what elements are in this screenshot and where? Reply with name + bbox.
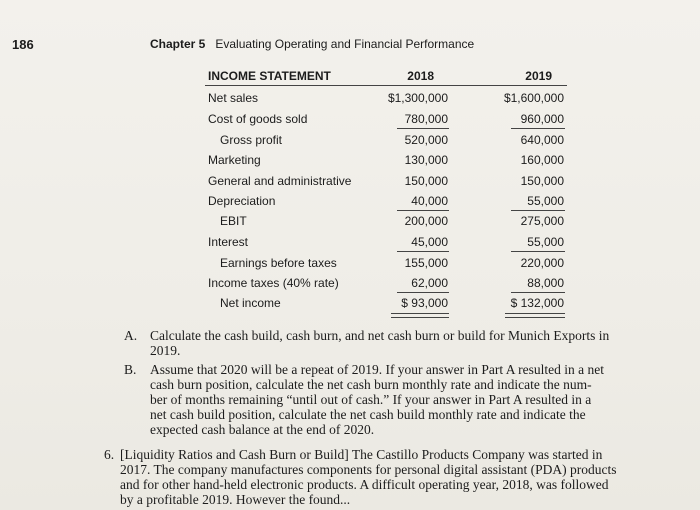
- question-a-label: A.: [124, 328, 138, 343]
- subtotal-rule: [397, 210, 449, 211]
- question-text-line: expected cash balance at the end of 2020.: [150, 422, 375, 437]
- value-2018: 155,000: [404, 256, 448, 270]
- row-label: EBIT: [220, 214, 247, 228]
- subtotal-rule: [511, 251, 565, 252]
- table-row: [0, 235, 700, 253]
- value-2019: 88,000: [527, 276, 564, 290]
- value-2018: 45,000: [411, 235, 448, 249]
- value-2018: 780,000: [404, 112, 448, 126]
- table-row: [0, 296, 700, 314]
- chapter-title: Evaluating Operating and Financial Performance: [215, 37, 475, 51]
- subtotal-rule: [397, 292, 449, 293]
- total-double-rule: [391, 313, 449, 318]
- table-row: [0, 91, 700, 109]
- value-2019: 55,000: [527, 235, 564, 249]
- question-b-label: B.: [124, 362, 137, 377]
- problem-6-label: 6.: [104, 447, 115, 462]
- value-2018: 150,000: [404, 174, 448, 188]
- value-2019: 275,000: [520, 214, 564, 228]
- row-label: Net sales: [208, 91, 259, 105]
- value-2019: $ 132,000: [510, 296, 564, 310]
- table-row: [0, 153, 700, 171]
- total-double-rule: [505, 313, 565, 318]
- column-header-2018: 2018: [407, 69, 434, 83]
- table-row: [0, 214, 700, 232]
- row-label: Net income: [220, 296, 281, 310]
- table-row: [0, 174, 700, 192]
- value-2019: 55,000: [527, 194, 564, 208]
- row-label: General and administrative: [208, 174, 352, 188]
- question-text-line: [Liquidity Ratios and Cash Burn or Build] The Castillo Products Company was started in: [120, 447, 603, 462]
- question-text-line: and for other hand-held electronic products. A difficult operating year, 2018, was followed: [120, 477, 609, 492]
- header-rule: [205, 85, 567, 86]
- value-2019: 160,000: [520, 153, 564, 167]
- question-text-line: 2019.: [150, 343, 181, 358]
- row-label: Depreciation: [208, 194, 276, 208]
- row-label: Marketing: [208, 153, 261, 167]
- table-row: [0, 276, 700, 294]
- subtotal-rule: [397, 251, 449, 252]
- table-row: [0, 112, 700, 130]
- value-2019: 640,000: [520, 133, 564, 147]
- table-row: [0, 256, 700, 274]
- question-text-line: net cash build position, calculate the net cash build monthly rate and indicate the: [150, 407, 586, 422]
- value-2019: 150,000: [520, 174, 564, 188]
- row-label: Gross profit: [220, 133, 283, 147]
- subtotal-rule: [511, 210, 565, 211]
- row-label: Interest: [208, 235, 249, 249]
- question-text-line: Assume that 2020 will be a repeat of 2019. If your answer in Part A resulted in a net: [150, 362, 605, 377]
- value-2019: 960,000: [520, 112, 564, 126]
- value-2019: 220,000: [520, 256, 564, 270]
- value-2018: 130,000: [404, 153, 448, 167]
- question-text-line: by a profitable 2019. However the found...: [120, 492, 351, 507]
- value-2018: 200,000: [404, 214, 448, 228]
- value-2018: $1,300,000: [387, 91, 448, 105]
- value-2018: 62,000: [411, 276, 448, 290]
- question-text-line: ber of months remaining “until out of cash.” If your answer in Part A resulted in a: [150, 392, 592, 407]
- column-header-2019: 2019: [525, 69, 552, 83]
- page-number: 186: [12, 37, 34, 52]
- subtotal-rule: [511, 128, 565, 129]
- row-label: Cost of goods sold: [208, 112, 308, 126]
- question-text-line: cash burn position, calculate the net cash burn monthly rate and indicate the num-: [150, 377, 592, 392]
- value-2019: $1,600,000: [503, 91, 564, 105]
- table-row: [0, 194, 700, 212]
- chapter-label: Chapter 5: [150, 37, 206, 51]
- row-label: Income taxes (40% rate): [208, 276, 339, 290]
- subtotal-rule: [511, 292, 565, 293]
- question-text-line: Calculate the cash build, cash burn, and net cash burn or build for Munich Exports in: [150, 328, 610, 343]
- subtotal-rule: [397, 128, 449, 129]
- row-label: Earnings before taxes: [220, 256, 337, 270]
- value-2018: 40,000: [411, 194, 448, 208]
- table-title: INCOME STATEMENT: [208, 69, 331, 83]
- question-text-line: 2017. The company manufactures components for personal digital assistant (PDA) products: [120, 462, 617, 477]
- value-2018: 520,000: [404, 133, 448, 147]
- table-row: [0, 133, 700, 151]
- value-2018: $ 93,000: [401, 296, 448, 310]
